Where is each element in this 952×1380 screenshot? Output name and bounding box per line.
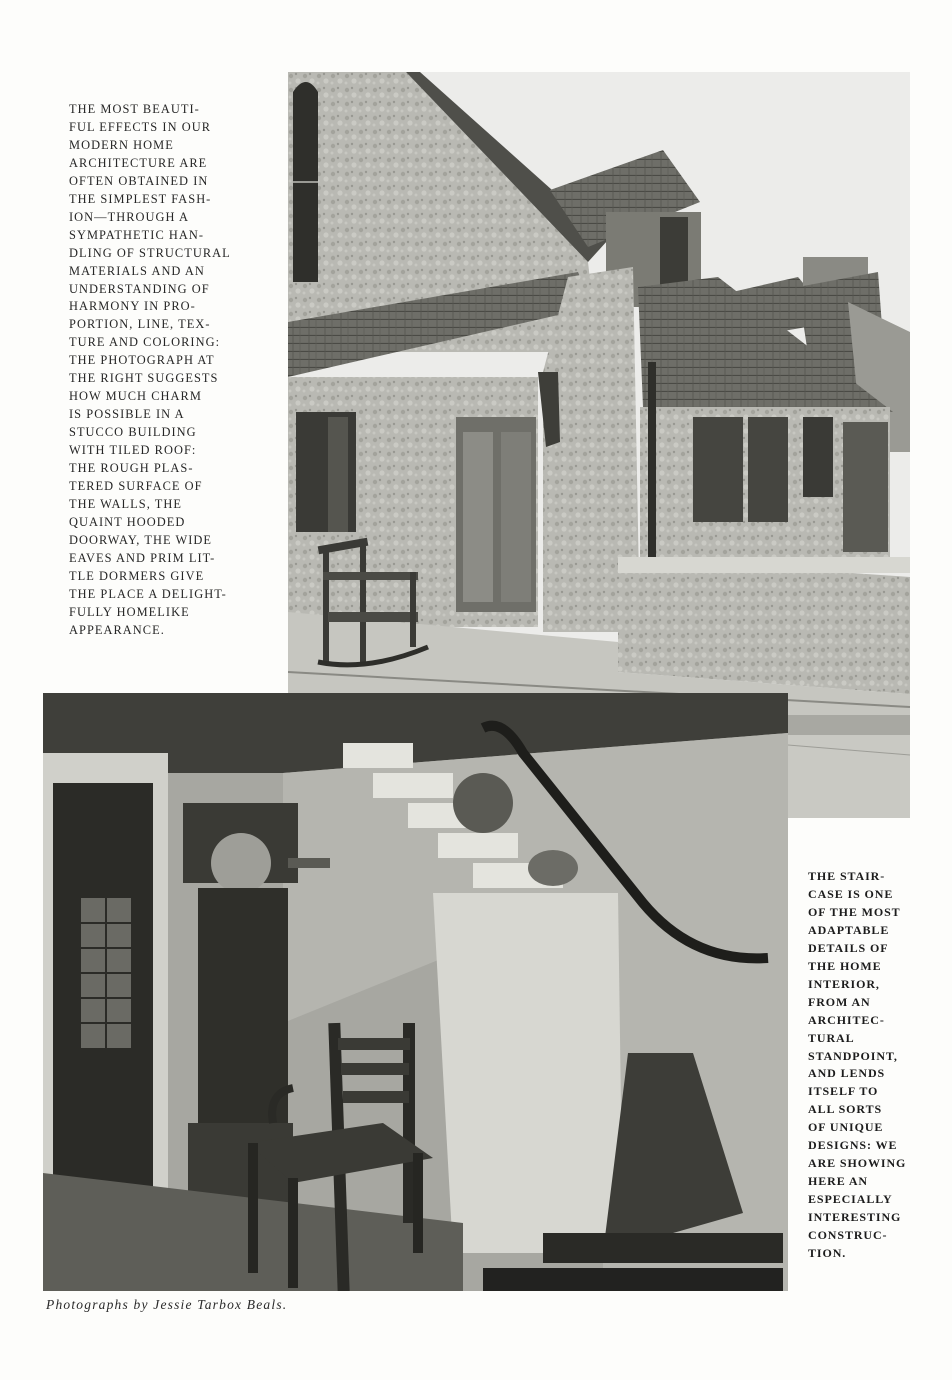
caption-line: ITSELF TO [808,1084,879,1099]
caption-line: IS POSSIBLE IN A [69,407,185,422]
exterior-photograph-lower-edge [788,715,910,818]
caption-line: ION—THROUGH A [69,209,189,224]
caption-line: INTERESTING [808,1210,902,1225]
caption-line: EAVES AND PRIM LIT- [69,550,216,565]
caption-line: TURE AND COLORING: [69,335,221,350]
caption-line: HERE AN [808,1174,868,1189]
caption-line: AND LENDS [808,1066,886,1081]
caption-line: TLE DORMERS GIVE [69,568,205,583]
caption-line: WITH TILED ROOF: [69,443,197,458]
caption-line: DLING OF STRUCTURAL [69,245,231,260]
caption-line: UNDERSTANDING OF [69,281,210,296]
caption-line: TURAL [808,1030,855,1045]
caption-line: THE MOST BEAUTI- [69,102,200,116]
caption-line: DESIGNS: WE [808,1138,898,1153]
caption-line: ARE SHOWING [808,1156,907,1171]
caption-line: THE PHOTOGRAPH AT [69,353,215,368]
caption-line: THE PLACE A DELIGHT- [69,586,227,601]
caption-line: THE ROUGH PLAS- [69,461,194,476]
caption-line: OF THE MOST [808,904,901,919]
caption-line: TERED SURFACE OF [69,479,203,494]
terrace-floor-image [788,715,910,818]
caption-line: THE SIMPLEST FASH- [69,191,212,206]
caption-line: DETAILS OF [808,940,889,955]
caption-line: CONSTRUC- [808,1228,888,1243]
caption-line: APPEARANCE. [69,622,165,637]
caption-line: STANDPOINT, [808,1048,898,1063]
interior-photograph [43,693,788,1291]
caption-line: INTERIOR, [808,976,880,991]
caption-line: HOW MUCH CHARM [69,389,202,404]
caption-line: ALL SORTS [808,1102,883,1117]
caption-line: DOORWAY, THE WIDE [69,532,213,547]
caption-line: MODERN HOME [69,137,174,152]
caption-line: THE RIGHT SUGGESTS [69,371,219,386]
caption-line: THE HOME [808,958,882,973]
caption-line: OF UNIQUE [808,1120,884,1135]
caption-line: ADAPTABLE [808,922,890,937]
caption-line: STUCCO BUILDING [69,425,197,440]
exterior-photo-caption [69,101,231,640]
photo-credit: Photographs by Jessie Tarbox Beals. [46,1297,288,1312]
caption-line: OFTEN OBTAINED IN [69,173,209,188]
caption-line: FUL EFFECTS IN OUR [69,119,212,134]
interior-photo-caption [808,868,906,1263]
caption-line: PORTION, LINE, TEX- [69,317,211,332]
exterior-photograph [288,72,910,715]
caption-line: FROM AN [808,994,871,1009]
caption-line: TION. [808,1246,847,1261]
caption-line: ESPECIALLY [808,1192,893,1207]
caption-line: THE WALLS, THE [69,496,183,511]
caption-line: ARCHITEC- [808,1012,885,1027]
caption-line: MATERIALS AND AN [69,263,205,278]
staircase-hall-image [43,693,788,1291]
caption-line: FULLY HOMELIKE [69,604,190,619]
caption-line: QUAINT HOODED [69,514,186,529]
stucco-cottage-image [288,72,910,715]
caption-line: ARCHITECTURE ARE [69,155,208,170]
caption-line: THE STAIR- [808,869,886,883]
caption-line: HARMONY IN PRO- [69,299,196,314]
caption-line: CASE IS ONE [808,886,894,901]
caption-line: SYMPATHETIC HAN- [69,227,205,242]
